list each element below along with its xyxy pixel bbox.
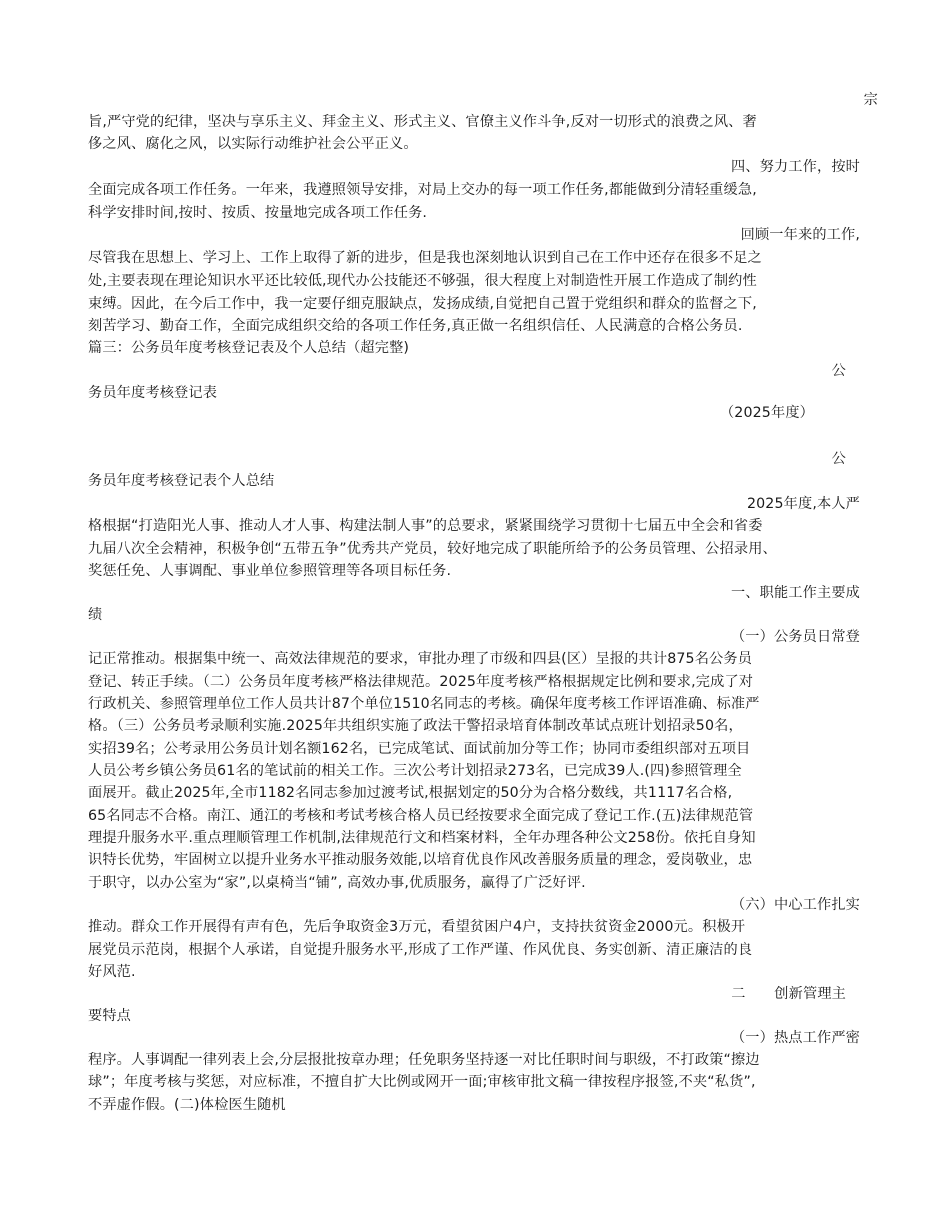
text-line: 登记、转正手续。（二）公务员年度考核严格法律规范。2025年度考核严格根据规定比例和要求,完成了对 [88,674,754,690]
text-line: 侈之风、腐化之风，以实际行动维护社会公平正义。 [88,136,418,152]
text-line: 束缚。因此，在今后工作中，我一定要仔细克服缺点，发扬成绩,自觉把自己置于党组织和群众的监督之下, [88,296,757,312]
text-line: 实招39名；公考录用公务员计划名额162名，已完成笔试、面试前加分等工作；协同市委组织部对五项目 [88,741,751,757]
section-heading: 一、职能工作主要成 [730,585,860,601]
text-line: 人员公考乡镇公务员61名的笔试前的相关工作。三次公考计划招录273名，已完成39人.(四)参照管理全 [88,763,742,779]
text-line: 于职守，以办公室为“家”,以桌椅当“铺”, 高效办事,优质服务，赢得了广泛好评. [88,875,586,891]
text-line: 公 [831,363,846,379]
text-line: 记正常推动。根据集中统一、高效法律规范的要求，审批办理了市级和四县(区）呈报的共计875名公务员 [88,651,753,667]
form-title: 务员年度考核登记表 [88,385,218,401]
text-line: 尽管我在思想上、学习上、工作上取得了新的进步，但是我也深刻地认识到自己在工作中还存在很多不足之 [88,250,762,266]
section-heading: 四、努力工作，按时 [730,159,860,175]
text-line: 绩 [88,607,103,623]
text-line: 全面完成各项工作任务。一年来，我遵照领导安排，对局上交办的每一项工作任务,都能做到分清轻重缓急, [88,182,757,198]
subsection-heading: （六）中心工作扎实 [730,897,860,913]
chapter-title: 篇三：公务员年度考核登记表及个人总结（超完整) [88,340,410,356]
summary-title: 务员年度考核登记表个人总结 [88,473,275,489]
text-line: 推动。群众工作开展得有声有色，先后争取资金3万元，看望贫困户4户，支持扶贫资金2000元。积极开 [88,919,746,935]
text-line: 面展开。截止2025年,全市1182名同志参加过渡考试,根据划定的50分为合格分数线，共1117名合格, [88,785,733,801]
text-line: 处,主要表现在理论知识水平还比较低,现代办公技能还不够强，很大程度上对制造性开展工作造成了制约性 [88,273,757,289]
text-line: 奖惩任免、人事调配、事业单位参照管理等各项目标任务. [88,563,452,579]
text-line: 理提升服务水平.重点理顺管理工作机制,法律规范行文和档案材料，全年办理各种公文258份。依托自身知 [88,830,756,846]
section-heading: 二 创新管理主 [731,986,846,1002]
text-line: 格。（三）公务员考录顺利实施.2025年共组织实施了政法干警招录培育体制改革试点班计划招录50名， [88,718,743,734]
text-line: 格根据“打造阳光人事、推动人才人事、构建法制人事”的总要求，紧紧围绕学习贯彻十七届五中全会和省委 [88,518,763,534]
subsection-heading: （一）热点工作严密 [730,1030,860,1046]
text-line: 九届八次全会精神，积极争创“五带五争”优秀共产党员，较好地完成了职能所给予的公务员管理、公招录用、 [88,541,777,557]
text-line: 65名同志不合格。南江、通江的考核和考试考核合格人员已经按要求全面完成了登记工作.(五)法律规范管 [88,808,754,824]
text-line: 回顾一年来的工作, [740,227,860,243]
text-line: 识特长优势，牢固树立以提升业务水平推动服务效能,以培育优良作风改善服务质量的理念，爱岗敬业，忠 [88,852,753,868]
text-line: 2025年度,本人严 [746,496,860,512]
text-line: 好风范. [88,964,136,980]
form-year: （2025年度） [719,405,814,421]
text-line: 科学安排时间,按时、按质、按量地完成各项工作任务. [88,205,428,221]
text-line: 宗 [863,92,878,108]
text-line: 刻苦学习、勤奋工作，全面完成组织交给的各项工作任务,真正做一名组织信任、人民满意的合格公务员. [88,318,743,334]
text-line: 要特点 [88,1008,132,1024]
text-line: 球”；年度考核与奖惩，对应标准，不擅自扩大比例或网开一面;审核审批文稿一律按程序报签,不夹“私货”, [88,1074,756,1090]
subsection-heading: （一）公务员日常登 [730,629,860,645]
text-line: 旨,严守党的纪律，坚决与享乐主义、拜金主义、形式主义、官僚主义作斗争,反对一切形式的浪费之风、奢 [88,114,757,130]
text-line: 公 [831,451,846,467]
text-line: 行政机关、参照管理单位工作人员共计87个单位1510名同志的考核。确保年度考核工作评语准确、标准严 [88,696,760,712]
text-line: 不弄虚作假。(二)体检医生随机 [88,1097,286,1113]
text-line: 程序。人事调配一律列表上会,分层报批按章办理；任免职务坚持逐一对比任职时间与职级，不打政策“擦边 [88,1052,760,1068]
text-line: 展党员示范岗，根据个人承诺，自觉提升服务水平,形成了工作严谨、作风优良、务实创新、清正廉洁的良 [88,942,753,958]
